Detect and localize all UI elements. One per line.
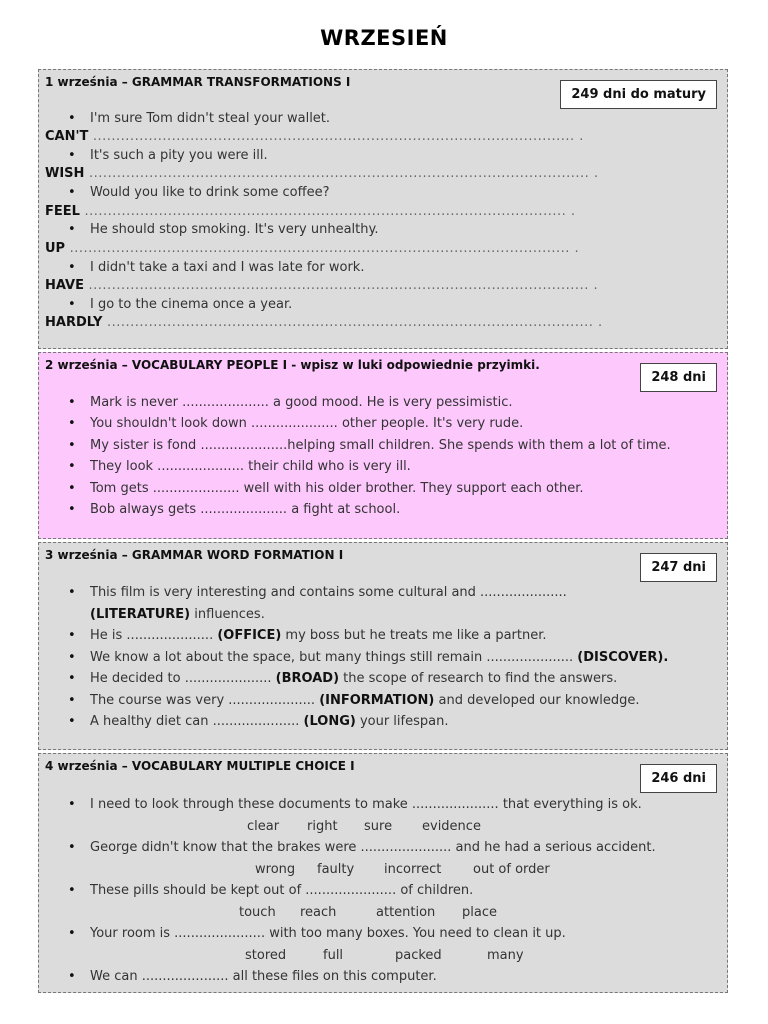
- answer-options: [247, 819, 481, 834]
- answer-blank: ............................................................................................................ .: [88, 278, 599, 293]
- exercise-sentence: • A healthy diet can ..................... (LONG) your lifespan.: [90, 714, 448, 729]
- keyword: FEEL: [45, 204, 80, 219]
- exercise-sentence: • Bob always gets ..................... a fight at school.: [90, 502, 400, 517]
- option: reach: [300, 905, 337, 920]
- option: stored: [245, 948, 287, 963]
- option: packed: [395, 948, 442, 963]
- days-counter-badge: 247 dni: [640, 553, 717, 582]
- option: place: [462, 905, 497, 920]
- keyword-line: [45, 166, 599, 181]
- page-title: WRZESIEŃ: [320, 26, 448, 50]
- exercise-sentence: • Mark is never ..................... a good mood. He is very pessimistic.: [90, 395, 512, 410]
- option: incorrect: [384, 862, 442, 877]
- days-counter-badge: 246 dni: [640, 764, 717, 793]
- days-counter-badge: 249 dni do matury: [560, 80, 717, 109]
- keyword: CAN'T: [45, 129, 89, 144]
- keyword: UP: [45, 241, 66, 256]
- exercise-sentence: • I didn't take a taxi and I was late for work.: [90, 260, 364, 275]
- keyword: HARDLY: [45, 315, 103, 330]
- exercise-sentence: • George didn't know that the brakes were ...................... and he had a serious accident.: [90, 840, 656, 855]
- exercise-sentence: • We can ..................... all these files on this computer.: [90, 969, 437, 984]
- section-heading: 4 września – VOCABULARY MULTIPLE CHOICE I: [45, 759, 355, 773]
- answer-blank: ........................................................................................................ .: [92, 129, 584, 144]
- exercise-sentence: • This film is very interesting and contains some cultural and ..................... (LITERATURE) influences.: [90, 582, 670, 626]
- exercise-sentence: • The course was very ..................... (INFORMATION) and developed our knowledge.: [90, 693, 640, 708]
- option: evidence: [422, 819, 481, 834]
- option: wrong: [255, 862, 296, 877]
- keyword-line: [45, 129, 584, 144]
- section-heading: 3 września – GRAMMAR WORD FORMATION I: [45, 548, 344, 562]
- option: sure: [364, 819, 393, 834]
- section-heading: 1 września – GRAMMAR TRANSFORMATIONS I: [45, 75, 351, 89]
- option: clear: [247, 819, 280, 834]
- days-counter-badge: 248 dni: [640, 363, 717, 392]
- keyword-line: [45, 204, 576, 219]
- exercise-sentence: • I go to the cinema once a year.: [90, 297, 292, 312]
- base-word: (BROAD): [275, 671, 340, 686]
- section-grammar-transformations: [38, 69, 728, 349]
- exercise-sentence: • These pills should be kept out of ...................... of children.: [90, 883, 473, 898]
- base-word: (OFFICE): [217, 628, 282, 643]
- exercise-sentence: • We know a lot about the space, but many things still remain ..................... (DISCOVER).: [90, 650, 668, 665]
- base-word: (LITERATURE): [90, 607, 191, 622]
- exercise-sentence: • Would you like to drink some coffee?: [90, 185, 329, 200]
- keyword-line: [45, 315, 603, 330]
- keyword: WISH: [45, 166, 85, 181]
- exercise-sentence: • They look ..................... their child who is very ill.: [90, 459, 411, 474]
- base-word: (LONG): [303, 714, 356, 729]
- option: faulty: [317, 862, 355, 877]
- option: out of order: [473, 862, 550, 877]
- section-word-formation: [38, 542, 728, 750]
- option: attention: [376, 905, 436, 920]
- option: right: [307, 819, 338, 834]
- exercise-sentence: • He decided to ..................... (BROAD) the scope of research to find the answers.: [90, 671, 617, 686]
- section-heading: 2 września – VOCABULARY PEOPLE I - wpisz w luki odpowiednie przyimki.: [45, 358, 540, 372]
- answer-blank: ........................................................................................................ .: [84, 204, 576, 219]
- exercise-sentence: • It's such a pity you were ill.: [90, 148, 268, 163]
- exercise-sentence: • You shouldn't look down ..................... other people. It's very rude.: [90, 416, 523, 431]
- answer-options: [245, 948, 524, 963]
- section-multiple-choice: [38, 753, 728, 993]
- option: many: [487, 948, 524, 963]
- answer-options: [255, 862, 550, 877]
- keyword: HAVE: [45, 278, 84, 293]
- exercise-sentence: • Your room is ...................... with too many boxes. You need to clean it up.: [90, 926, 566, 941]
- exercise-sentence: • I need to look through these documents to make ..................... that everything is ok.: [90, 797, 642, 812]
- answer-blank: ......................................................................................................... .: [106, 315, 603, 330]
- exercise-sentence: • My sister is fond .....................helping small children. She spends with them a lot of time.: [90, 438, 671, 453]
- keyword-line: [45, 241, 579, 256]
- answer-blank: ............................................................................................................ .: [88, 166, 599, 181]
- answer-options: [239, 905, 497, 920]
- exercise-sentence: • He is ..................... (OFFICE) my boss but he treats me like a partner.: [90, 628, 547, 643]
- option: full: [323, 948, 344, 963]
- exercise-sentence: • He should stop smoking. It's very unhealthy.: [90, 222, 378, 237]
- base-word: (INFORMATION): [319, 693, 435, 708]
- answer-blank: ............................................................................................................ .: [69, 241, 580, 256]
- base-word: (DISCOVER).: [577, 650, 669, 665]
- option: touch: [239, 905, 276, 920]
- keyword-line: [45, 278, 598, 293]
- exercise-sentence: • I'm sure Tom didn't steal your wallet.: [90, 111, 330, 126]
- section-vocabulary-people: [38, 352, 728, 539]
- exercise-sentence: • Tom gets ..................... well with his older brother. They support each other.: [90, 481, 584, 496]
